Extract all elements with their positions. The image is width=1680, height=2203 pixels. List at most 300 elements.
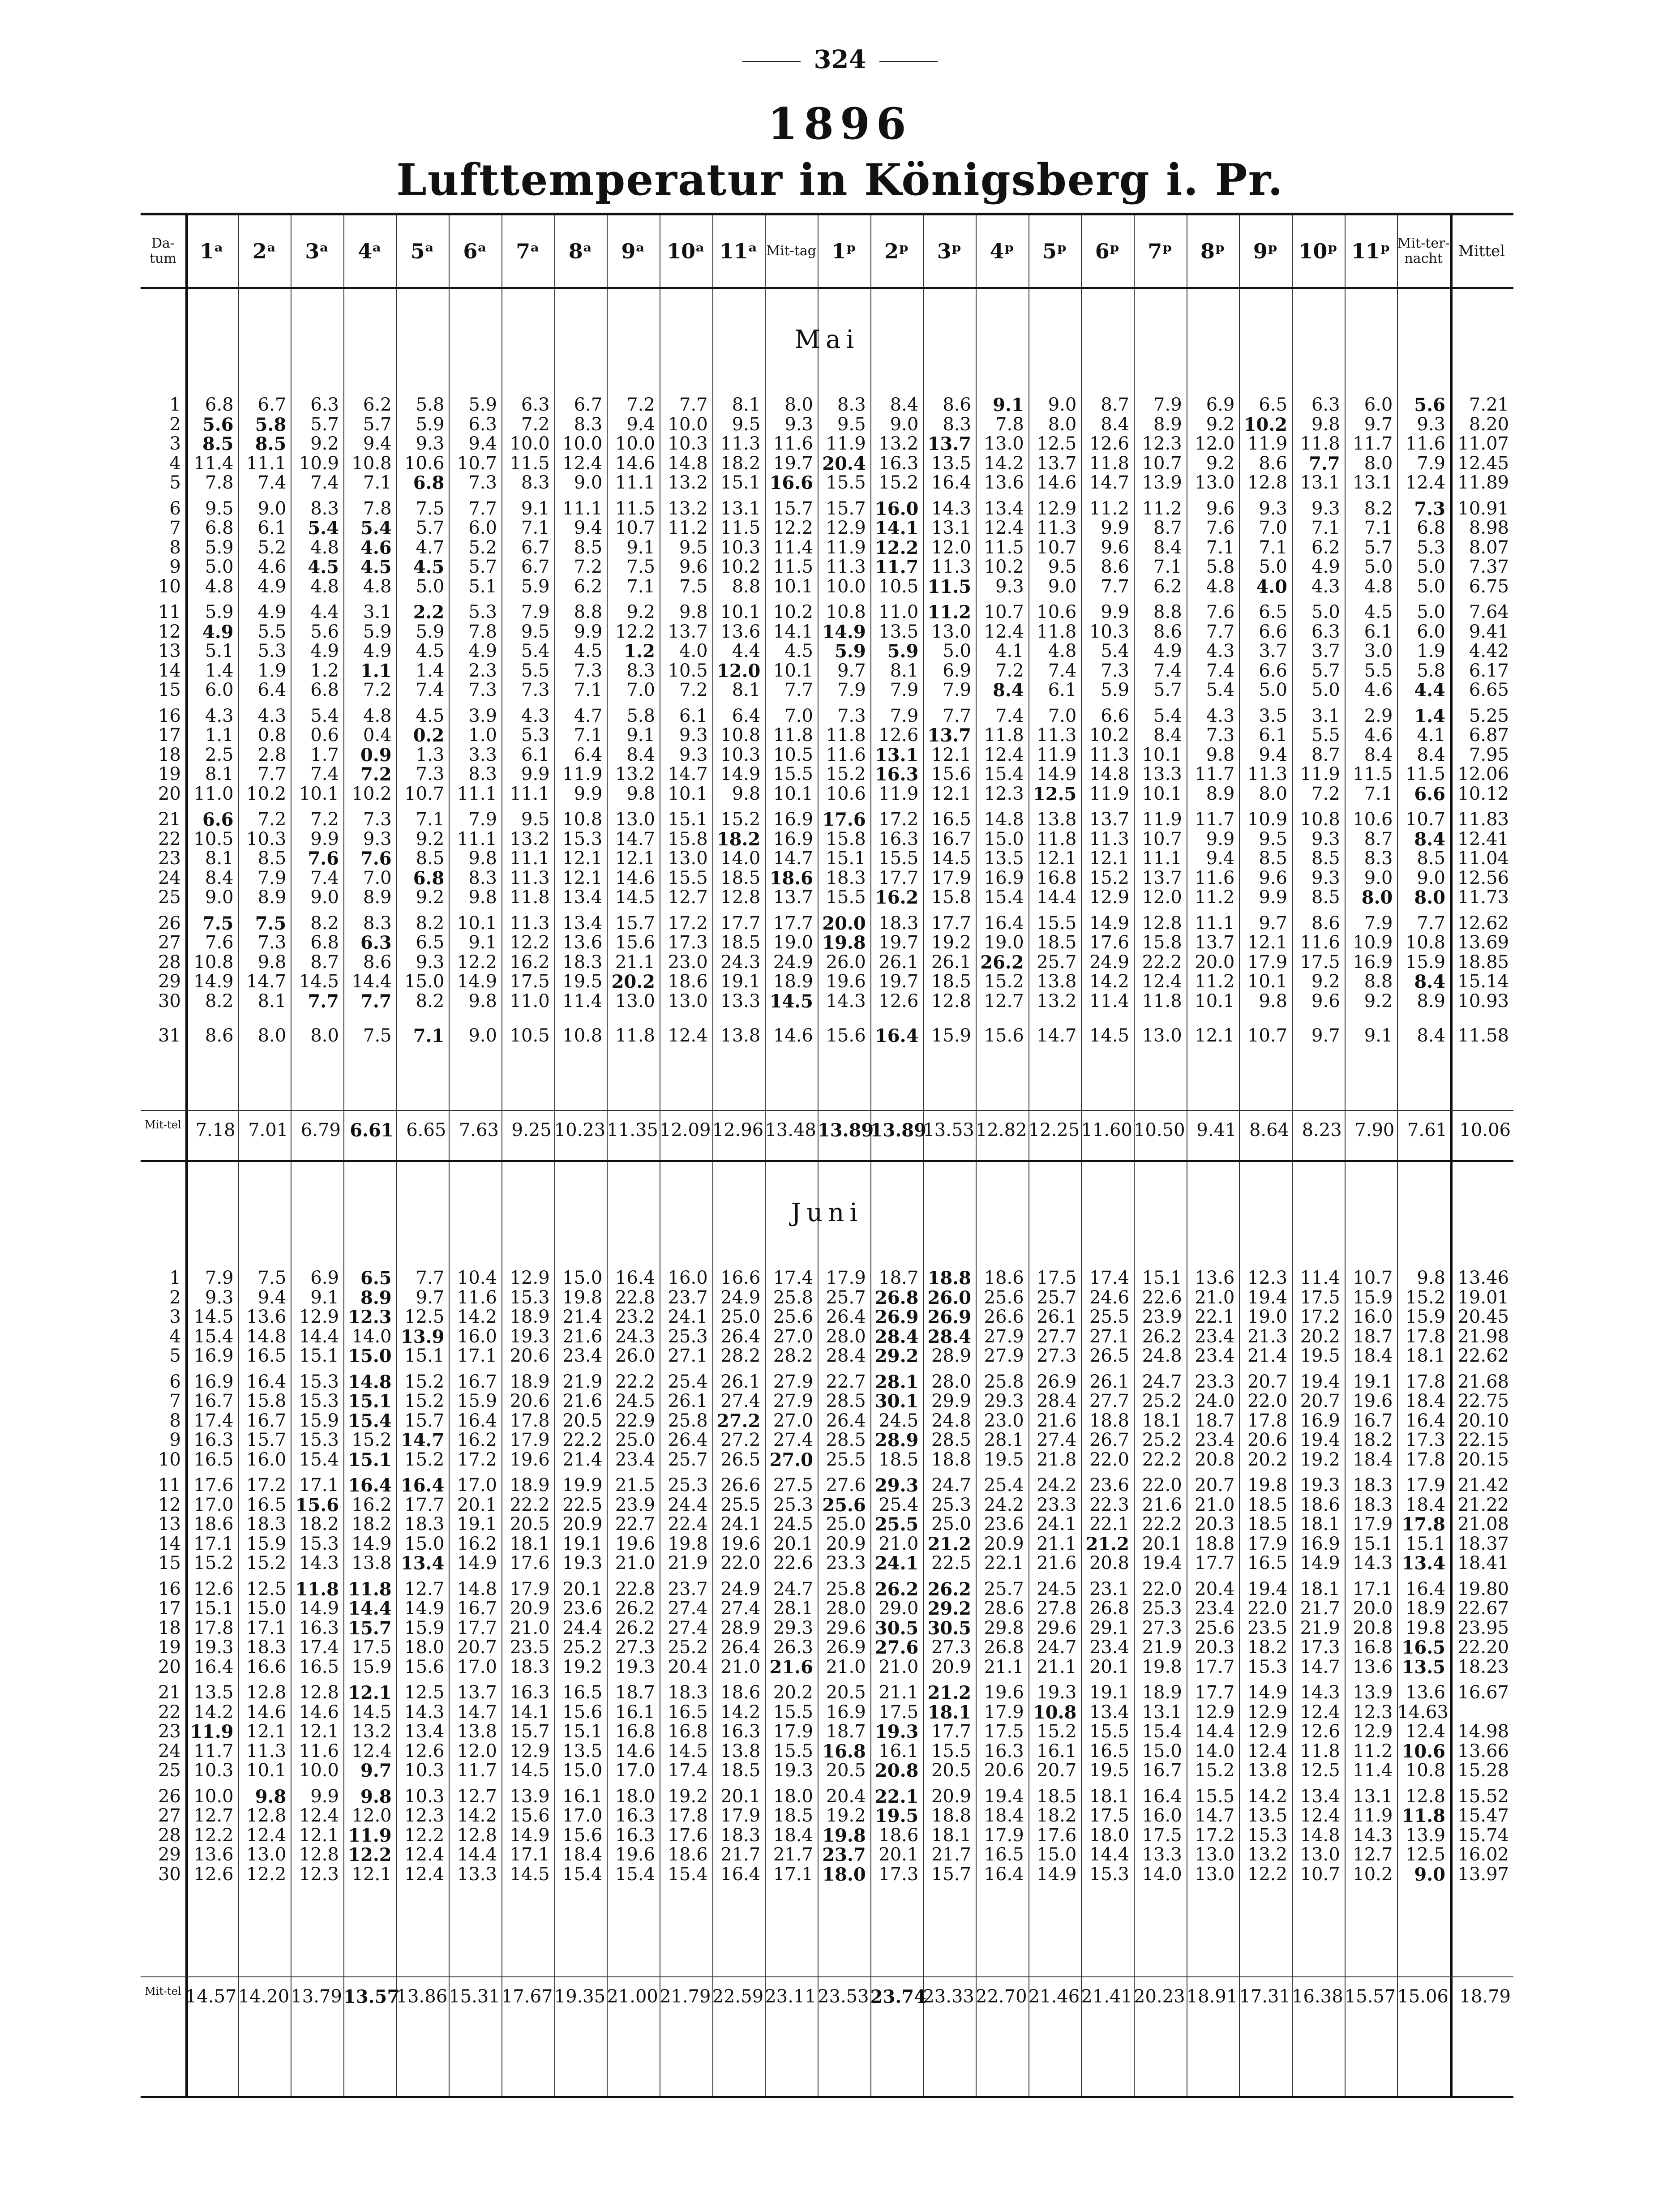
temperature-value: 27.8	[1037, 1598, 1077, 1619]
header-cell: 4ᵖ	[990, 239, 1015, 263]
temperature-value: 18.3	[1353, 1494, 1393, 1515]
temperature-value: 14.4	[348, 1598, 392, 1619]
temperature-value: 22.1	[874, 1786, 919, 1807]
temperature-value: 26.5	[1089, 1346, 1129, 1366]
temperature-value: 18.7	[615, 1682, 655, 1703]
temperature-value: 25.6	[773, 1307, 813, 1327]
temperature-value: 15.6	[562, 1825, 603, 1846]
temperature-value: 29.3	[773, 1617, 813, 1638]
temperature-value: 13.5	[984, 848, 1024, 869]
temperature-value: 12.4	[1300, 1805, 1340, 1826]
temperature-value: 16.4	[193, 1656, 234, 1677]
temperature-value: 15.4	[615, 1864, 655, 1885]
temperature-value: 7.3	[363, 809, 392, 830]
temperature-value: 17.5	[510, 971, 550, 992]
temperature-value: 18.1	[1142, 1410, 1182, 1431]
temperature-value: 7.1	[626, 576, 655, 597]
temperature-value: 13.0	[984, 433, 1024, 454]
temperature-value: 6.2	[1153, 576, 1182, 597]
temperature-value: 8.5	[1311, 848, 1340, 869]
temperature-value: 6.0	[1364, 394, 1393, 415]
monthly-mean: 13.86	[396, 1986, 448, 2007]
temperature-value: 23.4	[1195, 1346, 1235, 1366]
temperature-value: 16.6	[720, 1268, 761, 1288]
temperature-value: 18.0	[404, 1637, 445, 1658]
temperature-value: 13.4	[984, 498, 1024, 519]
temperature-value: 10.0	[826, 576, 866, 597]
temperature-value: 7.7	[468, 498, 497, 519]
temperature-value: 11.1	[1195, 913, 1235, 934]
temperature-value: 12.8	[1247, 472, 1288, 493]
monthly-mean: 19.35	[554, 1986, 606, 2007]
temperature-value: 28.9	[720, 1617, 761, 1638]
daily-mean: 13.46	[1457, 1268, 1509, 1288]
temperature-value: 16.7	[246, 1410, 287, 1431]
header-cell: 8ᵖ	[1200, 239, 1225, 263]
temperature-value: 17.9	[826, 1268, 866, 1288]
temperature-value: 7.9	[1417, 453, 1446, 474]
temperature-value: 13.5	[562, 1740, 603, 1762]
day-number: 19	[158, 1637, 181, 1658]
temperature-value: 9.5	[521, 621, 550, 642]
temperature-value: 29.3	[874, 1475, 919, 1496]
temperature-value: 24.3	[720, 951, 761, 973]
temperature-value: 9.4	[574, 518, 603, 538]
temperature-value: 10.7	[1142, 828, 1182, 849]
temperature-value: 18.4	[562, 1844, 603, 1865]
temperature-value: 11.7	[1195, 764, 1235, 784]
day-number: 31	[158, 1025, 181, 1046]
temperature-value: 14.0	[351, 1326, 392, 1347]
temperature-value: 15.9	[351, 1656, 392, 1677]
temperature-value: 7.7	[257, 764, 287, 784]
temperature-value: 12.9	[1195, 1702, 1235, 1723]
monthly-mean: 8.64	[1249, 1120, 1290, 1140]
temperature-value: 8.5	[1311, 887, 1340, 908]
temperature-value: 16.8	[668, 1721, 708, 1742]
temperature-value: 18.0	[1089, 1825, 1129, 1846]
header-cell: 2ᵃ	[252, 239, 277, 263]
temperature-value: 6.5	[360, 1268, 392, 1289]
temperature-value: 11.7	[1353, 433, 1393, 454]
temperature-value: 10.5	[193, 828, 234, 849]
temperature-value: 5.6	[310, 621, 339, 642]
temperature-value: 9.0	[1048, 394, 1077, 415]
month-title: Juni	[791, 1198, 863, 1227]
temperature-value: 10.7	[1353, 1268, 1393, 1288]
temperature-value: 18.8	[1195, 1533, 1235, 1554]
temperature-value: 17.5	[351, 1637, 392, 1658]
temperature-value: 17.8	[1401, 1514, 1446, 1535]
temperature-value: 18.3	[720, 1825, 761, 1846]
temperature-value: 28.2	[773, 1346, 813, 1366]
temperature-value: 9.3	[784, 414, 813, 435]
temperature-value: 4.6	[360, 537, 392, 558]
temperature-value: 27.4	[668, 1598, 708, 1619]
monthly-mean: 9.25	[511, 1120, 552, 1140]
temperature-value: 8.9	[1153, 414, 1182, 435]
temperature-value: 19.3	[193, 1637, 234, 1658]
temperature-value: 6.3	[468, 414, 497, 435]
temperature-value: 16.0	[874, 498, 919, 519]
temperature-value: 19.1	[562, 1533, 603, 1554]
temperature-value: 13.7	[1142, 867, 1182, 888]
monthly-mean: 21.79	[659, 1986, 711, 2007]
temperature-value: 13.7	[457, 1682, 497, 1703]
day-number: 5	[169, 1346, 181, 1366]
temperature-value: 17.9	[1353, 1514, 1393, 1534]
temperature-value: 6.1	[1364, 621, 1393, 642]
monthly-mean: 13.79	[291, 1986, 342, 2007]
temperature-value: 12.3	[984, 783, 1024, 804]
daily-mean: 10.93	[1457, 990, 1509, 1011]
temperature-value: 16.5	[562, 1682, 603, 1703]
temperature-value: 5.0	[1364, 557, 1393, 577]
temperature-value: 8.3	[626, 660, 655, 681]
temperature-value: 17.7	[720, 913, 761, 934]
daily-mean: 8.98	[1469, 518, 1509, 538]
temperature-value: 16.9	[193, 1371, 234, 1392]
temperature-value: 14.9	[457, 971, 497, 992]
temperature-value: 4.9	[468, 641, 497, 661]
temperature-value: 7.9	[837, 680, 866, 700]
temperature-value: 19.0	[984, 932, 1024, 953]
temperature-value: 5.0	[1417, 557, 1446, 577]
day-number: 1	[169, 394, 181, 415]
header-cell: 10ᵖ	[1299, 239, 1338, 263]
temperature-value: 19.4	[1300, 1371, 1340, 1392]
temperature-value: 20.1	[562, 1578, 603, 1599]
temperature-value: 17.1	[510, 1844, 550, 1865]
temperature-value: 4.4	[1414, 680, 1446, 701]
temperature-value: 25.7	[1037, 951, 1077, 973]
temperature-value: 15.7	[826, 498, 866, 519]
temperature-value: 9.3	[1417, 414, 1446, 435]
temperature-value: 6.7	[257, 394, 287, 415]
temperature-value: 19.6	[984, 1682, 1024, 1703]
temperature-value: 11.3	[720, 433, 761, 454]
temperature-value: 4.7	[574, 705, 603, 726]
temperature-value: 26.1	[1037, 1307, 1077, 1327]
temperature-value: 4.9	[202, 621, 234, 643]
temperature-value: 7.1	[1259, 537, 1288, 558]
temperature-value: 9.8	[1206, 744, 1235, 765]
temperature-value: 10.2	[246, 783, 287, 804]
temperature-value: 11.6	[1405, 433, 1446, 454]
temperature-value: 16.3	[874, 764, 919, 785]
temperature-value: 25.7	[668, 1449, 708, 1470]
temperature-value: 5.3	[521, 725, 550, 746]
temperature-value: 14.8	[457, 1578, 497, 1599]
temperature-value: 21.5	[615, 1475, 655, 1496]
temperature-value: 13.0	[615, 990, 655, 1011]
temperature-value: 7.4	[310, 764, 339, 784]
temperature-value: 2.2	[413, 602, 445, 623]
day-number: 26	[158, 913, 181, 934]
monthly-mean: 15.57	[1344, 1986, 1396, 2007]
temperature-value: 14.6	[615, 867, 655, 888]
temperature-value: 15.1	[1142, 1268, 1182, 1288]
temperature-value: 16.5	[931, 809, 971, 830]
temperature-value: 5.0	[1311, 602, 1340, 622]
day-number: 25	[158, 887, 181, 908]
temperature-value: 17.4	[668, 1760, 708, 1781]
header-cell: 3ᵃ	[305, 239, 329, 263]
temperature-value: 8.0	[310, 1025, 339, 1046]
temperature-value: 5.0	[1259, 557, 1288, 577]
temperature-value: 27.7	[1089, 1391, 1129, 1411]
temperature-value: 8.1	[732, 394, 761, 415]
temperature-value: 1.3	[416, 744, 445, 765]
temperature-value: 10.8	[193, 951, 234, 973]
temperature-value: 10.5	[510, 1025, 550, 1046]
day-number: 21	[158, 809, 181, 830]
temperature-value: 4.8	[1048, 641, 1077, 661]
temperature-value: 12.1	[931, 744, 971, 765]
temperature-value: 20.3	[1195, 1637, 1235, 1658]
temperature-value: 7.4	[257, 472, 287, 493]
temperature-value: 17.7	[1195, 1553, 1235, 1573]
temperature-value: 12.6	[193, 1864, 234, 1885]
temperature-value: 15.6	[615, 932, 655, 953]
temperature-value: 5.4	[1206, 680, 1235, 700]
temperature-value: 6.8	[205, 518, 234, 538]
temperature-value: 14.2	[984, 453, 1024, 474]
day-number: 14	[158, 660, 181, 681]
temperature-value: 12.9	[1247, 1702, 1288, 1723]
temperature-value: 14.8	[246, 1326, 287, 1347]
temperature-value: 10.1	[720, 602, 761, 622]
temperature-value: 9.4	[626, 414, 655, 435]
temperature-value: 10.8	[720, 725, 761, 746]
temperature-value: 15.3	[299, 1430, 339, 1450]
temperature-value: 7.5	[416, 498, 445, 519]
temperature-value: 4.5	[1364, 602, 1393, 622]
temperature-value: 16.5	[1247, 1553, 1288, 1573]
temperature-value: 9.3	[205, 1287, 234, 1308]
temperature-value: 24.0	[1195, 1391, 1235, 1411]
temperature-value: 18.8	[931, 1449, 971, 1470]
temperature-value: 12.6	[1300, 1721, 1340, 1742]
mean-separator	[141, 1976, 1513, 1977]
temperature-value: 15.3	[299, 1371, 339, 1392]
temperature-value: 7.7	[1206, 621, 1235, 642]
temperature-value: 28.2	[720, 1346, 761, 1366]
daily-mean: 16.02	[1457, 1844, 1509, 1865]
temperature-value: 4.0	[679, 641, 708, 661]
temperature-value: 18.0	[773, 1786, 813, 1807]
temperature-value: 23.3	[826, 1553, 866, 1573]
day-number: 24	[158, 1740, 181, 1762]
temperature-value: 18.3	[562, 951, 603, 973]
temperature-value: 27.6	[874, 1637, 919, 1658]
temperature-value: 25.8	[984, 1371, 1024, 1392]
temperature-value: 10.7	[984, 602, 1024, 622]
temperature-value: 6.8	[310, 680, 339, 700]
temperature-value: 8.4	[993, 680, 1024, 701]
temperature-value: 9.3	[1311, 828, 1340, 849]
temperature-value: 10.2	[773, 602, 813, 622]
temperature-value: 11.0	[193, 783, 234, 804]
temperature-value: 18.2	[1037, 1805, 1077, 1826]
temperature-value: 22.0	[1247, 1598, 1288, 1619]
temperature-value: 23.4	[1195, 1598, 1235, 1619]
temperature-value: 24.9	[1089, 951, 1129, 973]
day-number: 15	[158, 1553, 181, 1573]
header-cell: 11ᵃ	[719, 239, 758, 263]
temperature-value: 19.7	[773, 453, 813, 474]
temperature-value: 10.6	[1037, 602, 1077, 622]
temperature-value: 4.5	[574, 641, 603, 661]
temperature-value: 17.5	[879, 1702, 919, 1723]
temperature-value: 15.2	[404, 1449, 445, 1470]
temperature-value: 19.4	[1247, 1287, 1288, 1308]
temperature-value: 10.1	[299, 783, 339, 804]
temperature-value: 23.6	[1089, 1475, 1129, 1496]
temperature-value: 20.1	[720, 1786, 761, 1807]
temperature-value: 10.2	[351, 783, 392, 804]
temperature-value: 17.2	[879, 809, 919, 830]
day-number: 6	[169, 498, 181, 519]
temperature-value: 8.9	[1206, 783, 1235, 804]
temperature-value: 9.9	[1206, 828, 1235, 849]
temperature-value: 13.7	[1089, 809, 1129, 830]
temperature-value: 18.7	[879, 1268, 919, 1288]
temperature-value: 26.1	[720, 1371, 761, 1392]
monthly-mean: 11.35	[607, 1120, 658, 1140]
temperature-value: 14.6	[1037, 472, 1077, 493]
temperature-value: 23.9	[615, 1494, 655, 1515]
temperature-value: 12.4	[984, 621, 1024, 642]
temperature-value: 8.6	[1153, 621, 1182, 642]
temperature-value: 18.6	[668, 971, 708, 992]
monthly-mean: 7.01	[248, 1120, 288, 1140]
temperature-value: 11.7	[457, 1760, 497, 1781]
temperature-value: 8.0	[1414, 887, 1446, 908]
temperature-value: 6.6	[1259, 621, 1288, 642]
temperature-value: 28.1	[874, 1371, 919, 1393]
temperature-value: 7.0	[626, 680, 655, 700]
temperature-value: 11.8	[615, 1025, 655, 1046]
temperature-value: 19.7	[879, 971, 919, 992]
temperature-value: 19.2	[668, 1786, 708, 1807]
temperature-value: 22.1	[984, 1553, 1024, 1573]
temperature-value: 12.6	[1089, 433, 1129, 454]
temperature-value: 13.2	[668, 498, 708, 519]
header-cell: 6ᵖ	[1095, 239, 1120, 263]
temperature-value: 9.6	[1206, 498, 1235, 519]
temperature-value: 14.6	[299, 1702, 339, 1723]
day-number: 1	[169, 1268, 181, 1288]
temperature-value: 18.3	[404, 1514, 445, 1534]
temperature-value: 25.0	[720, 1307, 761, 1327]
temperature-value: 23.4	[615, 1449, 655, 1470]
temperature-value: 20.9	[510, 1598, 550, 1619]
daily-mean: 11.83	[1457, 809, 1509, 830]
temperature-value: 10.0	[668, 414, 708, 435]
temperature-value: 9.3	[416, 951, 445, 973]
temperature-value: 25.3	[773, 1494, 813, 1515]
temperature-value: 14.5	[193, 1307, 234, 1327]
temperature-value: 14.7	[773, 848, 813, 869]
temperature-value: 26.4	[720, 1637, 761, 1658]
temperature-value: 20.5	[510, 1514, 550, 1534]
temperature-value: 21.7	[931, 1844, 971, 1865]
temperature-value: 16.4	[984, 1864, 1024, 1885]
temperature-value: 7.2	[363, 680, 392, 700]
temperature-value: 13.1	[874, 744, 919, 766]
temperature-value: 7.1	[521, 518, 550, 538]
temperature-value: 13.1	[1142, 1702, 1182, 1723]
temperature-value: 6.3	[1311, 621, 1340, 642]
temperature-value: 11.8	[1089, 453, 1129, 474]
temperature-value: 1.9	[1417, 641, 1446, 661]
temperature-value: 4.0	[1256, 576, 1288, 597]
temperature-value: 27.0	[769, 1449, 813, 1470]
temperature-value: 16.4	[615, 1268, 655, 1288]
temperature-value: 12.2	[193, 1825, 234, 1846]
temperature-value: 9.4	[468, 433, 497, 454]
temperature-value: 6.1	[679, 705, 708, 726]
temperature-value: 10.1	[668, 783, 708, 804]
temperature-value: 11.3	[1247, 764, 1288, 784]
temperature-value: 20.7	[1195, 1475, 1235, 1496]
temperature-value: 16.2	[351, 1494, 392, 1515]
temperature-value: 12.9	[1089, 887, 1129, 908]
temperature-value: 11.5	[984, 537, 1024, 558]
temperature-value: 11.2	[1142, 498, 1182, 519]
temperature-value: 22.1	[1195, 1307, 1235, 1327]
temperature-value: 19.0	[773, 932, 813, 953]
temperature-value: 5.8	[1417, 660, 1446, 681]
temperature-value: 29.3	[984, 1391, 1024, 1411]
temperature-value: 21.1	[879, 1682, 919, 1703]
temperature-value: 7.5	[363, 1025, 392, 1046]
temperature-value: 19.8	[822, 932, 866, 953]
temperature-value: 11.1	[246, 453, 287, 474]
temperature-value: 1.2	[310, 660, 339, 681]
temperature-value: 22.2	[1142, 1514, 1182, 1534]
temperature-value: 9.6	[1311, 990, 1340, 1011]
temperature-value: 13.0	[1195, 472, 1235, 493]
temperature-value: 11.2	[668, 518, 708, 538]
temperature-value: 12.9	[826, 518, 866, 538]
temperature-value: 17.8	[1405, 1371, 1446, 1392]
monthly-mean: 10.23	[554, 1120, 606, 1140]
temperature-value: 7.6	[205, 932, 234, 953]
temperature-value: 28.4	[1037, 1391, 1077, 1411]
temperature-value: 4.9	[1311, 557, 1340, 577]
temperature-value: 29.2	[927, 1598, 971, 1619]
temperature-value: 8.3	[943, 414, 971, 435]
temperature-value: 19.3	[1300, 1475, 1340, 1496]
day-number: 10	[158, 1449, 181, 1470]
temperature-value: 22.2	[510, 1494, 550, 1515]
temperature-value: 4.8	[363, 705, 392, 726]
temperature-value: 13.6	[720, 621, 761, 642]
temperature-value: 15.6	[295, 1494, 339, 1516]
temperature-value: 26.2	[1142, 1326, 1182, 1347]
temperature-value: 13.4	[400, 1553, 445, 1574]
temperature-value: 22.0	[1142, 1475, 1182, 1496]
temperature-value: 13.4	[562, 887, 603, 908]
temperature-value: 7.7	[784, 680, 813, 700]
temperature-value: 20.0	[822, 913, 866, 934]
temperature-value: 9.5	[1048, 557, 1077, 577]
temperature-value: 13.2	[668, 472, 708, 493]
temperature-value: 2.3	[468, 660, 497, 681]
temperature-value: 18.3	[879, 913, 919, 934]
